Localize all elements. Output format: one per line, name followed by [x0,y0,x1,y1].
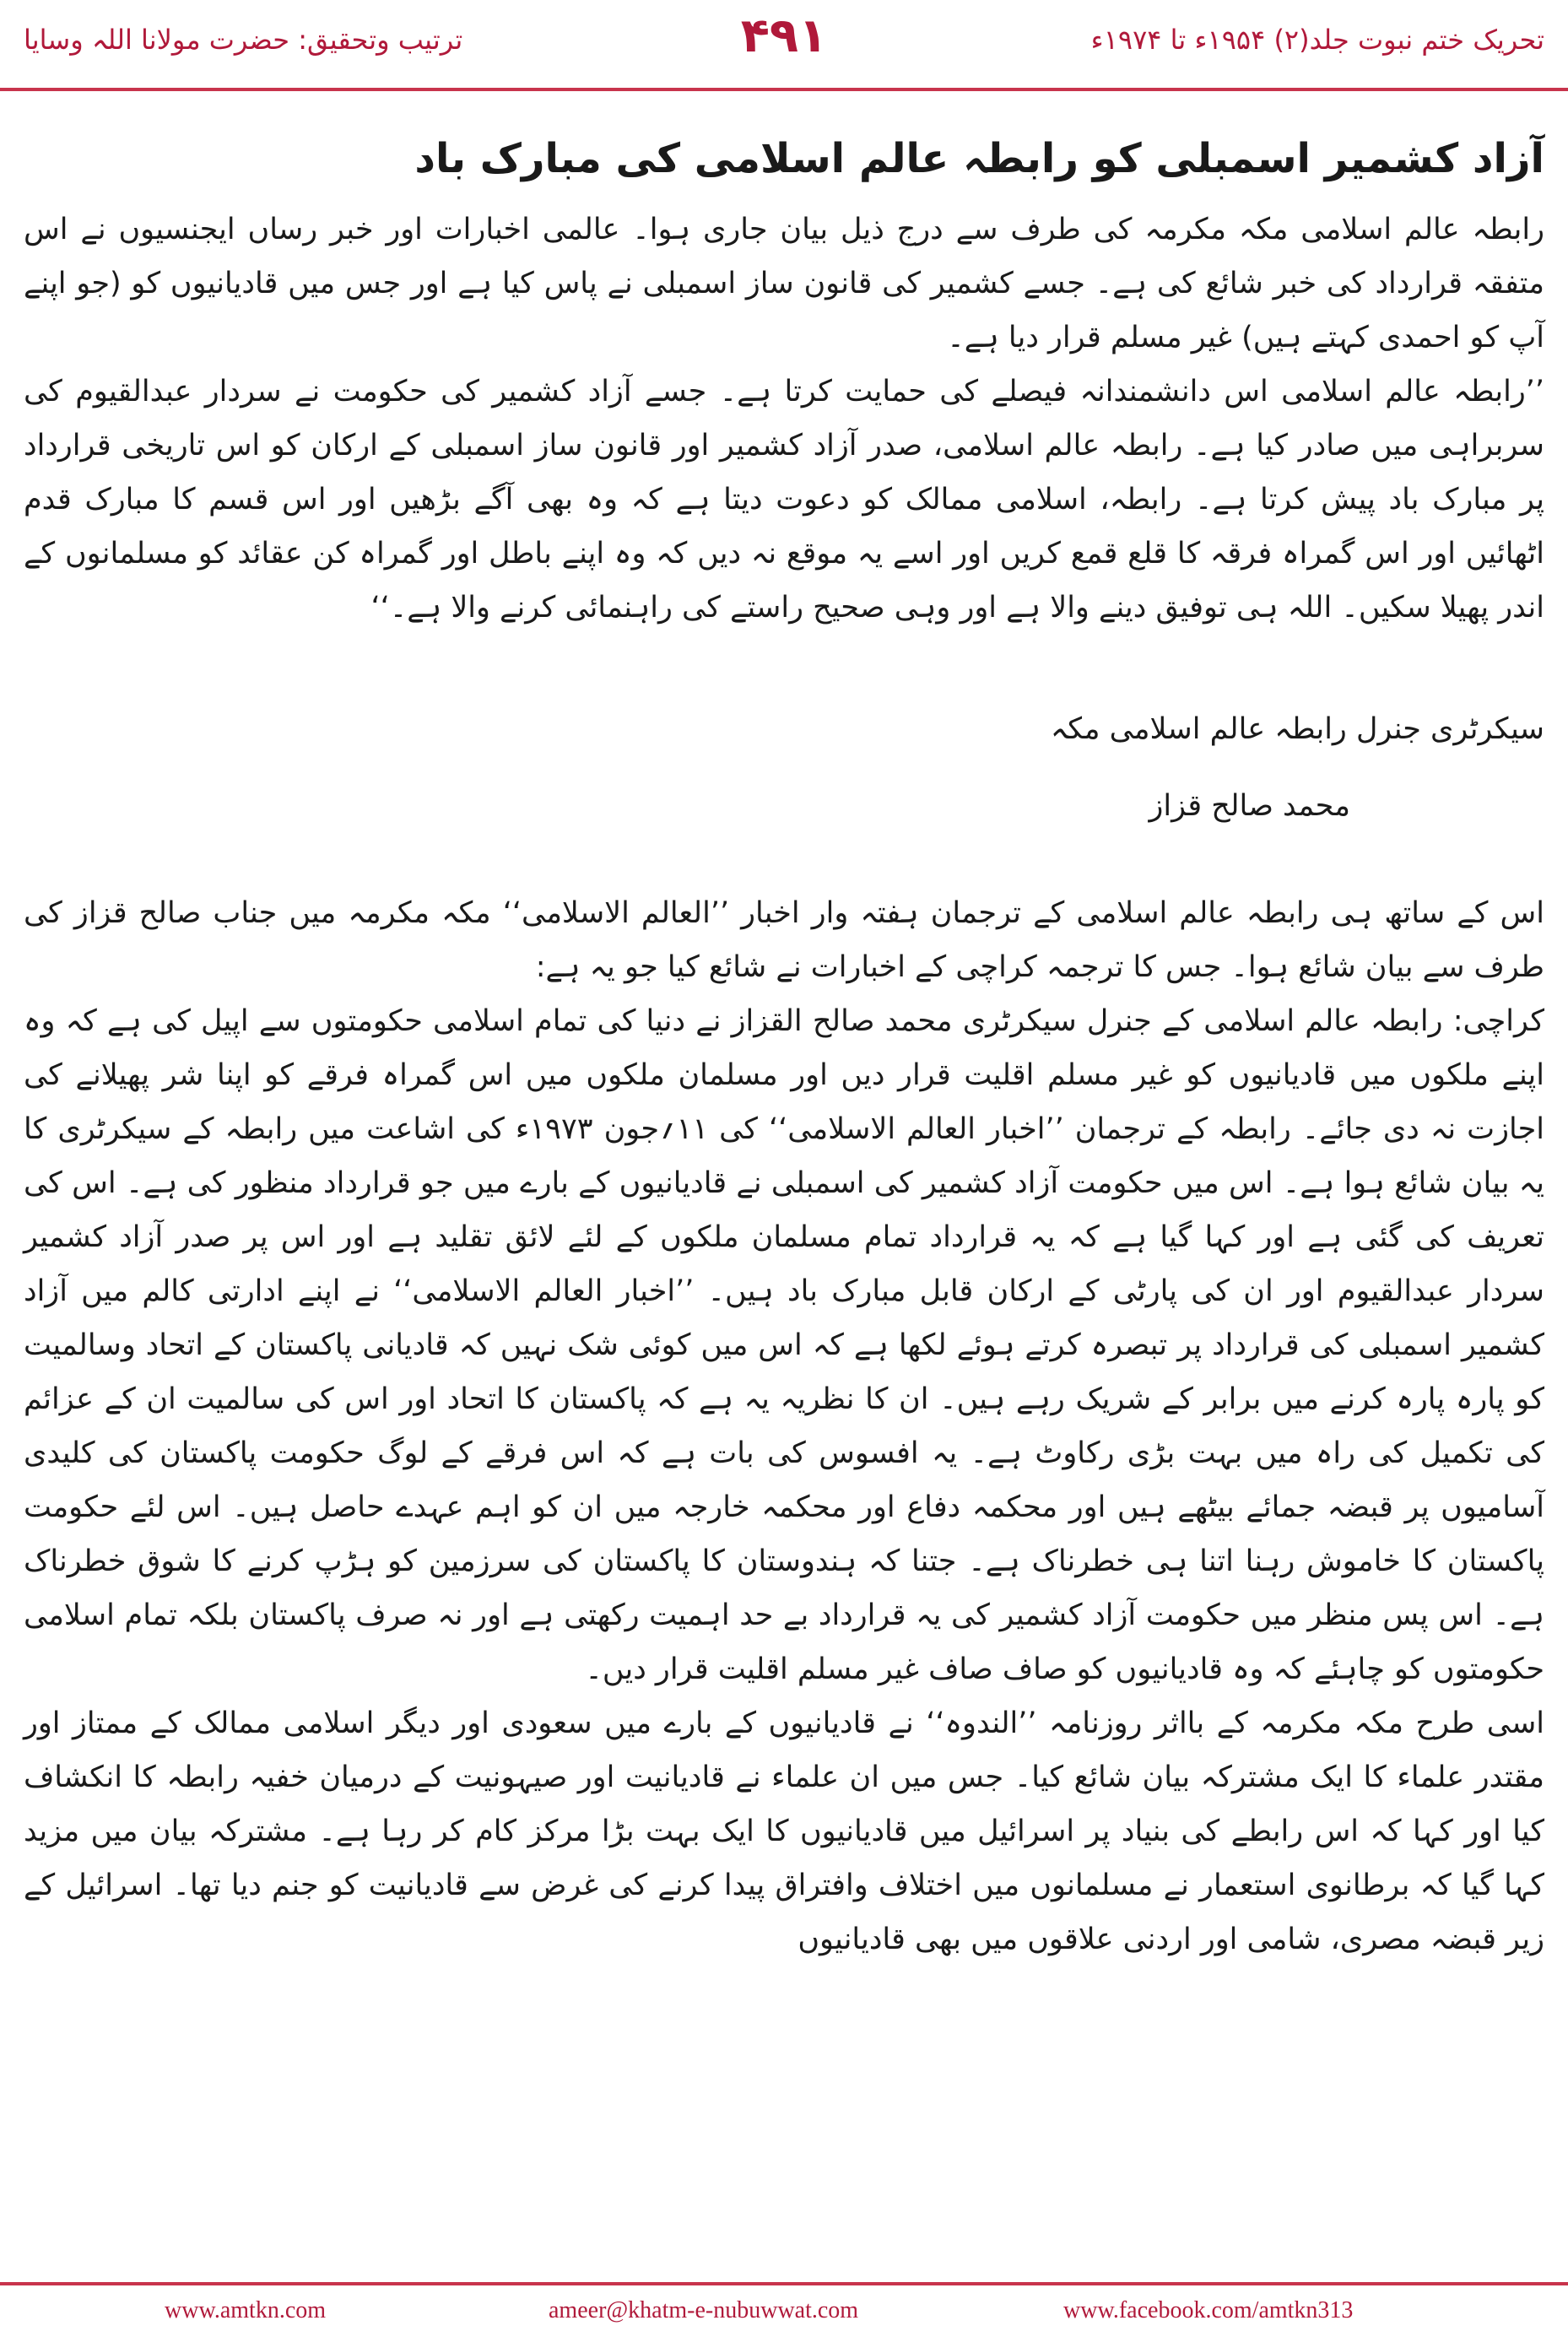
signature-name-wrap [24,789,1544,823]
paragraph: اسی طرح مکہ مکرمہ کے بااثر روزنامہ ’’الندوہ‘‘ نے قادیانیوں کے بارے میں سعودی اور دیگر اسلامی ممالک کے ممتاز اور مقتدر علماء کا ایک مشترکہ بیان شائع کیا۔ جس میں ان علماء نے قادیانیت اور صیہونیت کے درمیان خفیہ رابطہ کا انکشاف کیا اور کہا کہ اس رابطے کی بنیاد پر اسرائیل میں قادیانیوں کا ایک بہت بڑا مرکز کام کر رہا ہے۔ مشترکہ بیان میں مزید کہا گیا کہ برطانوی استعمار نے مسلمانوں میں اختلاف وافتراق پیدا کرنے کی غرض سے قادیانیت کو جنم دیا تھا۔ اسرائیل کے زیر قبضہ مصری، شامی اور اردنی علاقوں میں بھی قادیانیوں [24,1706,1544,1956]
page-header [0,0,1568,118]
paragraph: اس کے ساتھ ہی رابطہ عالم اسلامی کے ترجمان ہفتہ وار اخبار ’’العالم الاسلامی‘‘ مکہ مکرمہ میں جناب صالح قزاز کی طرف سے بیان شائع ہوا۔ جس کا ترجمہ کراچی کے اخبارات نے شائع کیا جو یہ ہے: [24,896,1544,984]
header-rule [0,88,1568,91]
paragraph: کراچی: رابطہ عالم اسلامی کے جنرل سیکرٹری محمد صالح القزاز نے دنیا کی تمام اسلامی حکومتوں سے اپیل کی ہے کہ وہ اپنے ملکوں میں قادیانیوں کو غیر مسلم اقلیت قرار دیں اور مسلمان ملکوں میں اس گمراہ فرقے کو اپنا شر پھیلانے کی اجازت نہ دی جائے۔ رابطہ کے ترجمان ’’اخبار العالم الاسلامی‘‘ کی ۱۱؍جون ۱۹۷۳ء کی اشاعت میں رابطہ کے سیکرٹری کا یہ بیان شائع ہوا ہے۔ اس میں حکومت آزاد کشمیر کی اسمبلی نے قادیانیوں کے بارے میں جو قرارداد منظور کی ہے۔ اس کی تعریف کی گئی ہے اور کہا گیا ہے کہ یہ قرارداد تمام مسلمان ملکوں کے لئے لائق تقلید ہے اور اس پر صدر آزاد کشمیر سردار عبدالقیوم اور ان کی پارٹی کے ارکان قابل مبارک باد ہیں۔ ’’اخبار العالم الاسلامی‘‘ نے اپنے ادارتی کالم میں آزاد کشمیر اسمبلی کی قرارداد پر تبصرہ کرتے ہوئے لکھا ہے کہ اس میں کوئی شک نہیں کہ قادیانی پاکستان کے اتحاد وسالمیت کو پارہ پارہ کرنے میں برابر کے شریک رہے ہیں۔ ان کا نظریہ یہ ہے کہ پاکستان کا اتحاد اور اس کی سالمیت ان کے عزائم کی تکمیل کی راہ میں بہت بڑی رکاوٹ ہے۔ یہ افسوس کی بات ہے کہ اس فرقے کے لوگ حکومت پاکستان کی کلیدی آسامیوں پر قبضہ جمائے بیٹھے ہیں اور محکمہ دفاع اور محکمہ خارجہ میں ان کو اہم عہدے حاصل ہیں۔ اس لئے حکومت پاکستان کا خاموش رہنا اتنا ہی خطرناک ہے۔ جتنا کہ ہندوستان کا پاکستان کی سرزمین کو ہڑپ کرنے کا شوق خطرناک ہے۔ اس پس منظر میں حکومت آزاد کشمیر کی یہ قرارداد بے حد اہمیت رکھتی ہے اور نہ صرف پاکستان بلکہ تمام اسلامی حکومتوں کو چاہئے کہ وہ قادیانیوں کو صاف صاف غیر مسلم اقلیت قرار دیں۔ [24,1004,1545,1686]
article-body-continued [24,886,1544,1966]
article-body [24,203,1544,635]
header-book-title: تحریک ختم نبوت جلد(۲) ۱۹۵۴ء تا ۱۹۷۴ء [1090,24,1544,56]
page-number: ۴۹۱ [740,8,828,63]
facebook-link[interactable]: www.facebook.com/amtkn313 [1063,2297,1354,2323]
header-compiler: ترتیب وتحقیق: حضرت مولانا اللہ وسایا [24,24,463,56]
paragraph: رابطہ عالم اسلامی مکہ مکرمہ کی طرف سے درج ذیل بیان جاری ہوا۔ عالمی اخبارات اور خبر رساں ایجنسیوں نے اس متفقہ قرارداد کی خبر شائع کی ہے۔ جسے کشمیر کی قانون ساز اسمبلی نے پاس کیا ہے اور جس میں قادیانیوں کو (جو اپنے آپ کو احمدی کہتے ہیں) غیر مسلم قرار دیا ہے۔ [24,213,1544,354]
footer-rule [0,2282,1568,2285]
paragraph: ’’رابطہ عالم اسلامی اس دانشمندانہ فیصلے کی حمایت کرتا ہے۔ جسے آزاد کشمیر کی حکومت نے سردار عبدالقیوم کی سربراہی میں صادر کیا ہے۔ رابطہ عالم اسلامی، صدر آزاد کشمیر اور قانون ساز اسمبلی کے ارکان کو اس تاریخی قرارداد پر مبارک باد پیش کرتا ہے۔ رابطہ، اسلامی ممالک کو دعوت دیتا ہے کہ وہ بھی آگے بڑھیں اور اس قسم کا مبارک قدم اٹھائیں اور اس گمراہ فرقہ کا قلع قمع کریں اور اسے یہ موقع نہ دیں کہ وہ اپنے باطل اور گمراہ کن عقائد کو مسلمانوں کے اندر پھیلا سکیں۔ اللہ ہی توفیق دینے والا ہے اور وہی صحیح راستے کی راہنمائی کرنے والا ہے۔‘‘ [24,375,1544,625]
email-link[interactable]: ameer@khatm-e-nubuwwat.com [549,2297,859,2323]
signature-name: محمد صالح قزاز [1149,789,1350,823]
article-title: آزاد کشمیر اسمبلی کو رابطہ عالم اسلامی کی مبارک باد [414,135,1544,182]
signature-title: سیکرٹری جنرل رابطہ عالم اسلامی مکہ [1050,712,1544,746]
website-link[interactable]: www.amtkn.com [165,2297,327,2323]
page-footer [0,2289,1568,2339]
